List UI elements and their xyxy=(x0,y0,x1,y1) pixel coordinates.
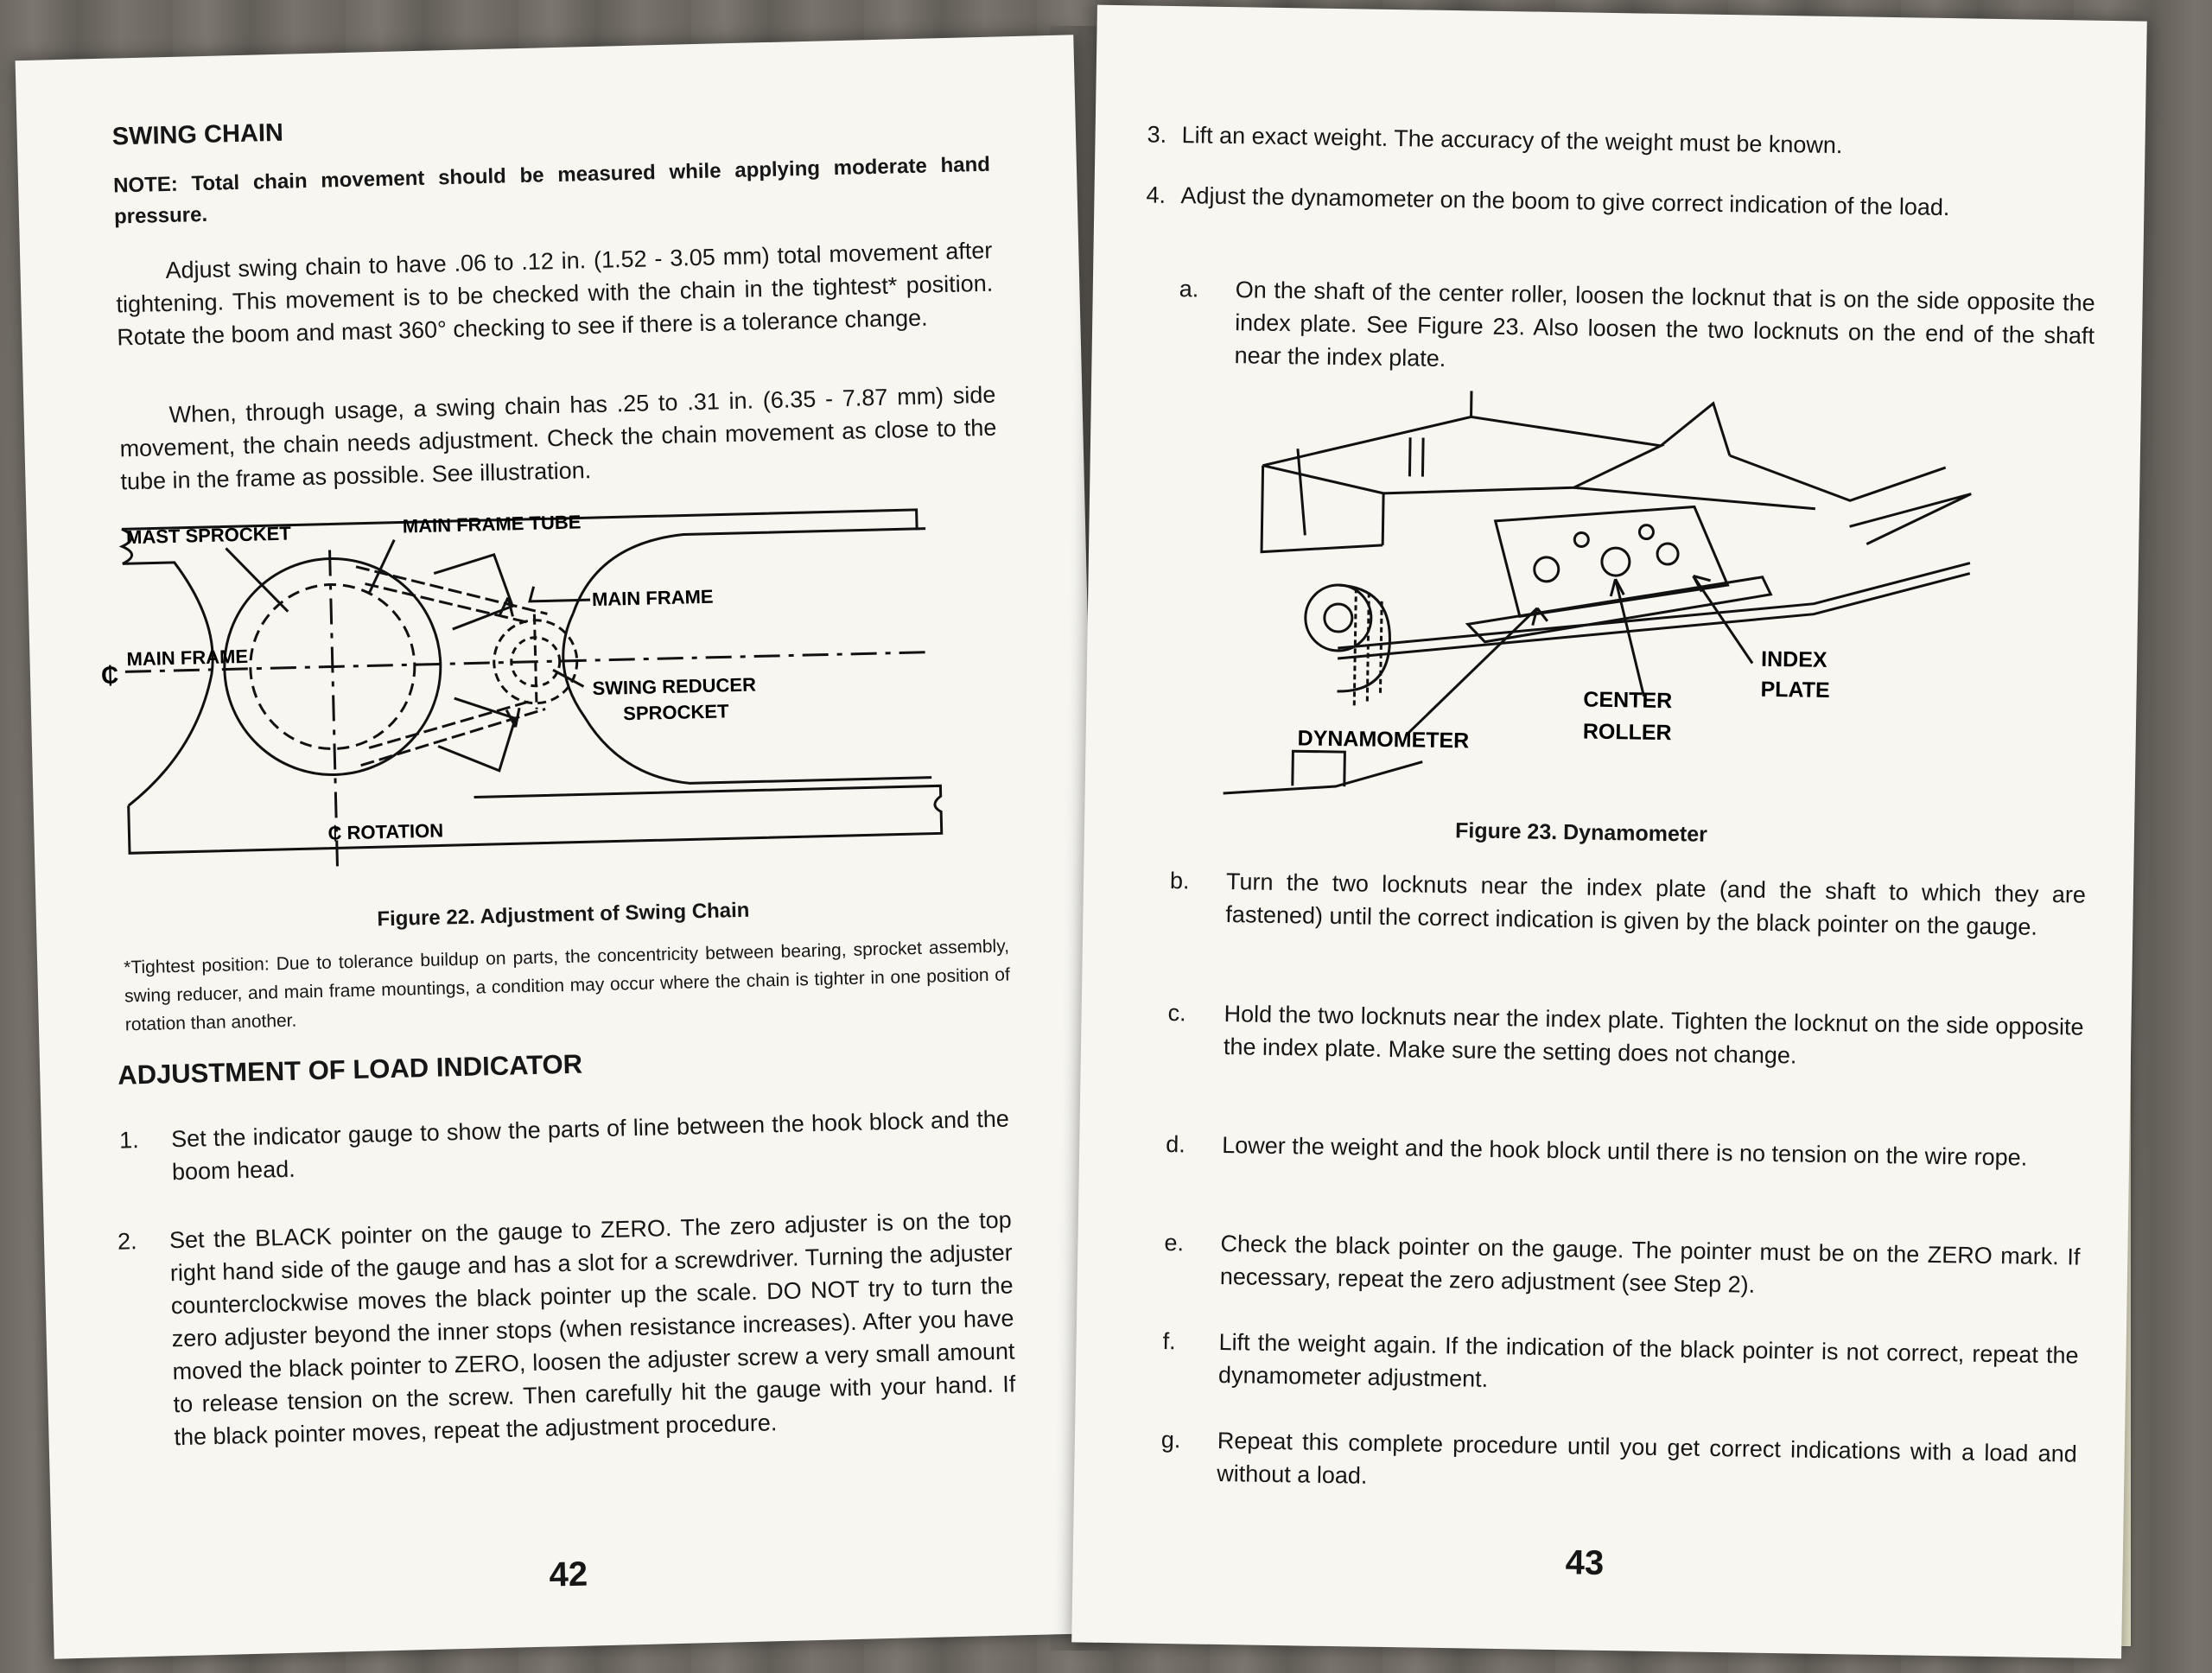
step-3-text: Lift an exact weight. The accuracy of the weight must be known. xyxy=(1181,122,1843,159)
fig22-label-mast-sprocket: MAST SPROCKET xyxy=(125,522,292,549)
fig23-label-dynamometer: DYNAMOMETER xyxy=(1297,726,1470,754)
step-2-text: Set the BLACK pointer on the gauge to ZERO. The zero adjuster is on the top right hand side of the gauge and has a slot for a screwdriver. Turning the adjuster counterclockwise moves the black pointer up the scale. DO NOT try to turn the zero adjuster beyond the inner stops (when resistance increases). After you have moved the black pointer to ZERO, loosen the adjuster screw a very small amount to release tension on the screw. Then carefully hit the gauge with your hand. If the black pointer moves, repeat the adjustment procedure. xyxy=(168,1206,1016,1451)
swing-chain-para-1: Adjust swing chain to have .06 to .12 in. (1.52 - 3.05 mm) total movement after tightening. This movement is to be checked with the chain in the tightest* position. Rotate the boom and mast 360° checking to see if there is a tolerance change. xyxy=(116,237,994,351)
fig22-label-main-frame-tube: MAIN FRAME TUBE xyxy=(402,511,582,538)
swing-chain-para-2: When, through usage, a swing chain has .25 to .31 in. (6.35 - 7.87 mm) side movement, the chain needs adjustment. Check the chain movement as close to the tube in the frame as possible. See illustration. xyxy=(119,381,997,495)
substep-e-text: Check the black pointer on the gauge. The pointer must be on the ZERO mark. If necessary, repeat the zero adjustment (see Step 2). xyxy=(1219,1230,2081,1298)
fig22-label-main-frame-right: MAIN FRAME xyxy=(591,585,714,611)
tightest-position-footnote: *Tightest position: Due to tolerance buildup on parts, the concentricity between bearing, sprocket assembly, swing reducer, and main frame mountings, a condition may occur where the chain is tighter in one position of rotation than another. xyxy=(123,936,1011,1035)
fig22-label-sprocket: SPROCKET xyxy=(622,700,729,725)
fig23-label-center: CENTER xyxy=(1583,687,1673,714)
step-2-number: 2. xyxy=(117,1228,137,1255)
step-1-number: 1. xyxy=(118,1127,140,1154)
substep-f-text: Lift the weight again. If the indication of the black pointer is not correct, repeat the dynamometer adjustment. xyxy=(1217,1328,2079,1392)
substep-a-text: On the shaft of the center roller, loosen the locknut that is on the side opposite the index plate. See Figure 23. Also loosen the two locknuts on the end of the shaft near the index plate. xyxy=(1234,277,2095,372)
substep-f-letter: f. xyxy=(1162,1327,1176,1355)
substep-d-text: Lower the weight and the hook block until there is no tension on the wire rope. xyxy=(1222,1132,2028,1171)
step-4-number: 4. xyxy=(1146,181,1166,208)
page-number-42: 42 xyxy=(549,1555,588,1594)
figure-23-diagram xyxy=(1205,378,1990,823)
substep-a-letter: a. xyxy=(1179,276,1199,302)
step-1-text: Set the indicator gauge to show the parts of line between the hook block and the boom head. xyxy=(170,1105,1010,1186)
figure-22-caption: Figure 22. Adjustment of Swing Chain xyxy=(377,898,750,932)
page-number-43: 43 xyxy=(1565,1543,1605,1583)
fig23-label-plate: PLATE xyxy=(1760,677,1830,703)
substep-g-letter: g. xyxy=(1160,1426,1181,1454)
figure-22-diagram xyxy=(60,473,1020,894)
substep-g-text: Repeat this complete procedure until you get correct indications with a load and without a load. xyxy=(1217,1427,2077,1489)
load-indicator-heading: ADJUSTMENT OF LOAD INDICATOR xyxy=(117,1048,583,1091)
left-page xyxy=(16,35,1113,1658)
right-page xyxy=(1071,5,2147,1659)
fig23-label-roller: ROLLER xyxy=(1582,719,1672,746)
step-3-number: 3. xyxy=(1147,121,1167,148)
substep-c-letter: c. xyxy=(1167,1000,1186,1027)
fig23-label-index: INDEX xyxy=(1760,646,1827,672)
step-4-text: Adjust the dynamometer on the boom to give correct indication of the load. xyxy=(1180,182,1950,221)
figure-23-caption: Figure 23. Dynamometer xyxy=(1454,818,1708,847)
fig22-label-main-frame-left: MAIN FRAME xyxy=(126,645,249,671)
fig22-centerline-symbol: ₵ xyxy=(100,661,119,690)
substep-b-letter: b. xyxy=(1169,868,1190,894)
substep-e-letter: e. xyxy=(1164,1229,1185,1256)
substep-d-letter: d. xyxy=(1166,1130,1186,1158)
swing-chain-heading: SWING CHAIN xyxy=(111,118,284,151)
swing-chain-note: NOTE: Total chain movement should be measured while applying moderate hand pressure. xyxy=(112,152,991,229)
fig22-label-rotation: ₵ ROTATION xyxy=(327,819,444,844)
substep-b-text: Turn the two locknuts near the index plate (and the shaft to which they are fastened) until the correct indication is given by the black pointer on the gauge. xyxy=(1225,868,2087,940)
fig22-label-swing-reducer: SWING REDUCER xyxy=(592,673,757,700)
substep-c-text: Hold the two locknuts near the index plate. Tighten the locknut on the side opposite the index plate. Make sure the setting does not change. xyxy=(1223,1001,2084,1069)
